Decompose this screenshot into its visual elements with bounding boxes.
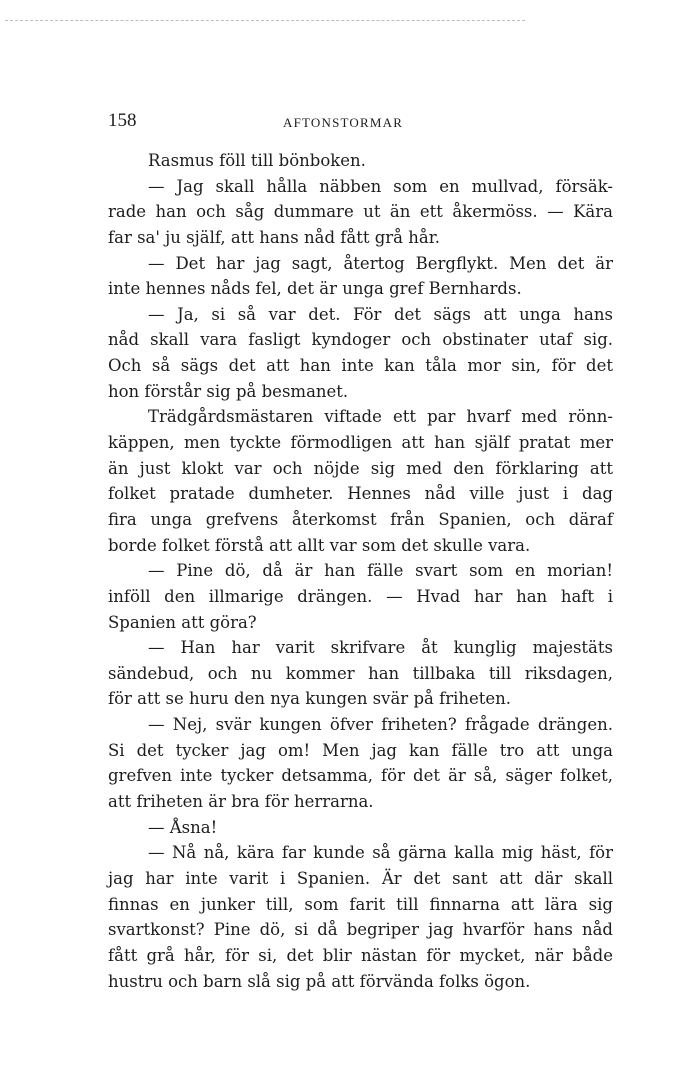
text-line: Rasmus föll till bönboken. xyxy=(148,151,366,170)
text-line: fått grå hår, för si, det blir nästan för mycket, när både xyxy=(108,945,613,965)
text-line: hon förstår sig på besmanet. xyxy=(108,381,349,401)
text-line: Si det tycker jag om! Men jag kan fälle tro att unga xyxy=(108,740,613,760)
text-line: — Jag skall hålla näbben som en mullvad, försäk- xyxy=(148,176,613,196)
text-line: rade han och såg dummare ut än ett åkermöss. — Kära xyxy=(108,202,613,222)
running-title: AFTONSTORMAR xyxy=(283,115,404,130)
text-line: än just klokt var och nöjde sig med den förklaring att xyxy=(108,458,613,478)
body-text xyxy=(108,148,613,994)
text-line: — Han har varit skrifvare åt kunglig majestäts xyxy=(148,638,613,658)
text-line: svartkonst? Pine dö, si då begriper jag hvarför hans nåd xyxy=(108,920,613,940)
text-line: fira unga grefvens återkomst från Spanien, och däraf xyxy=(108,509,613,529)
text-line: far sa' ju själf, att hans nåd fått grå hår. xyxy=(108,227,441,247)
text-line: att friheten är bra för herrarna. xyxy=(108,792,374,812)
text-line: jag har inte varit i Spanien. Är det sant att där skall xyxy=(108,868,613,888)
text-line: Och så sägs det att han inte kan tåla mor sin, för det xyxy=(108,356,613,376)
scan-edge-rule xyxy=(5,20,525,21)
text-line: finnas en junker till, som farit till finnarna att lära sig xyxy=(108,894,613,914)
text-line: — Det har jag sagt, återtog Bergflykt. Men det är xyxy=(148,253,613,273)
text-line: — Nej, svär kungen öfver friheten? frågade drängen. xyxy=(148,715,613,735)
text-line: nåd skall vara fasligt kyndoger och obstinater utaf sig. xyxy=(108,330,613,350)
text-line: Trädgårdsmästaren viftade ett par hvarf med rönn- xyxy=(148,407,613,427)
text-line: — Pine dö, då är han fälle svart som en morian! xyxy=(148,561,613,581)
text-line: käppen, men tyckte förmodligen att han själf pratat mer xyxy=(108,433,613,453)
page-header xyxy=(108,110,613,134)
page-number: 158 xyxy=(108,110,137,131)
text-line: — Ja, si så var det. För det sägs att unga hans xyxy=(148,304,613,324)
text-line: inföll den illmarige drängen. — Hvad har han haft i xyxy=(108,586,613,606)
text-line: folket pratade dumheter. Hennes nåd ville just i dag xyxy=(108,484,613,504)
text-line: sändebud, och nu kommer han tillbaka till riksdagen, xyxy=(108,663,613,683)
text-line: — Åsna! xyxy=(148,817,218,837)
text-line: för att se huru den nya kungen svär på friheten. xyxy=(108,689,512,709)
text-line: hustru och barn slå sig på att förvända folks ögon. xyxy=(108,971,531,991)
text-line: — Nå nå, kära far kunde så gärna kalla mig häst, för xyxy=(148,843,613,863)
text-line: inte hennes nåds fel, det är unga gref Bernhards. xyxy=(108,279,522,299)
text-line: grefven inte tycker detsamma, för det är så, säger folket, xyxy=(108,766,613,786)
text-line: borde folket förstå att allt var som det skulle vara. xyxy=(108,535,531,555)
text-line: Spanien att göra? xyxy=(108,612,257,632)
